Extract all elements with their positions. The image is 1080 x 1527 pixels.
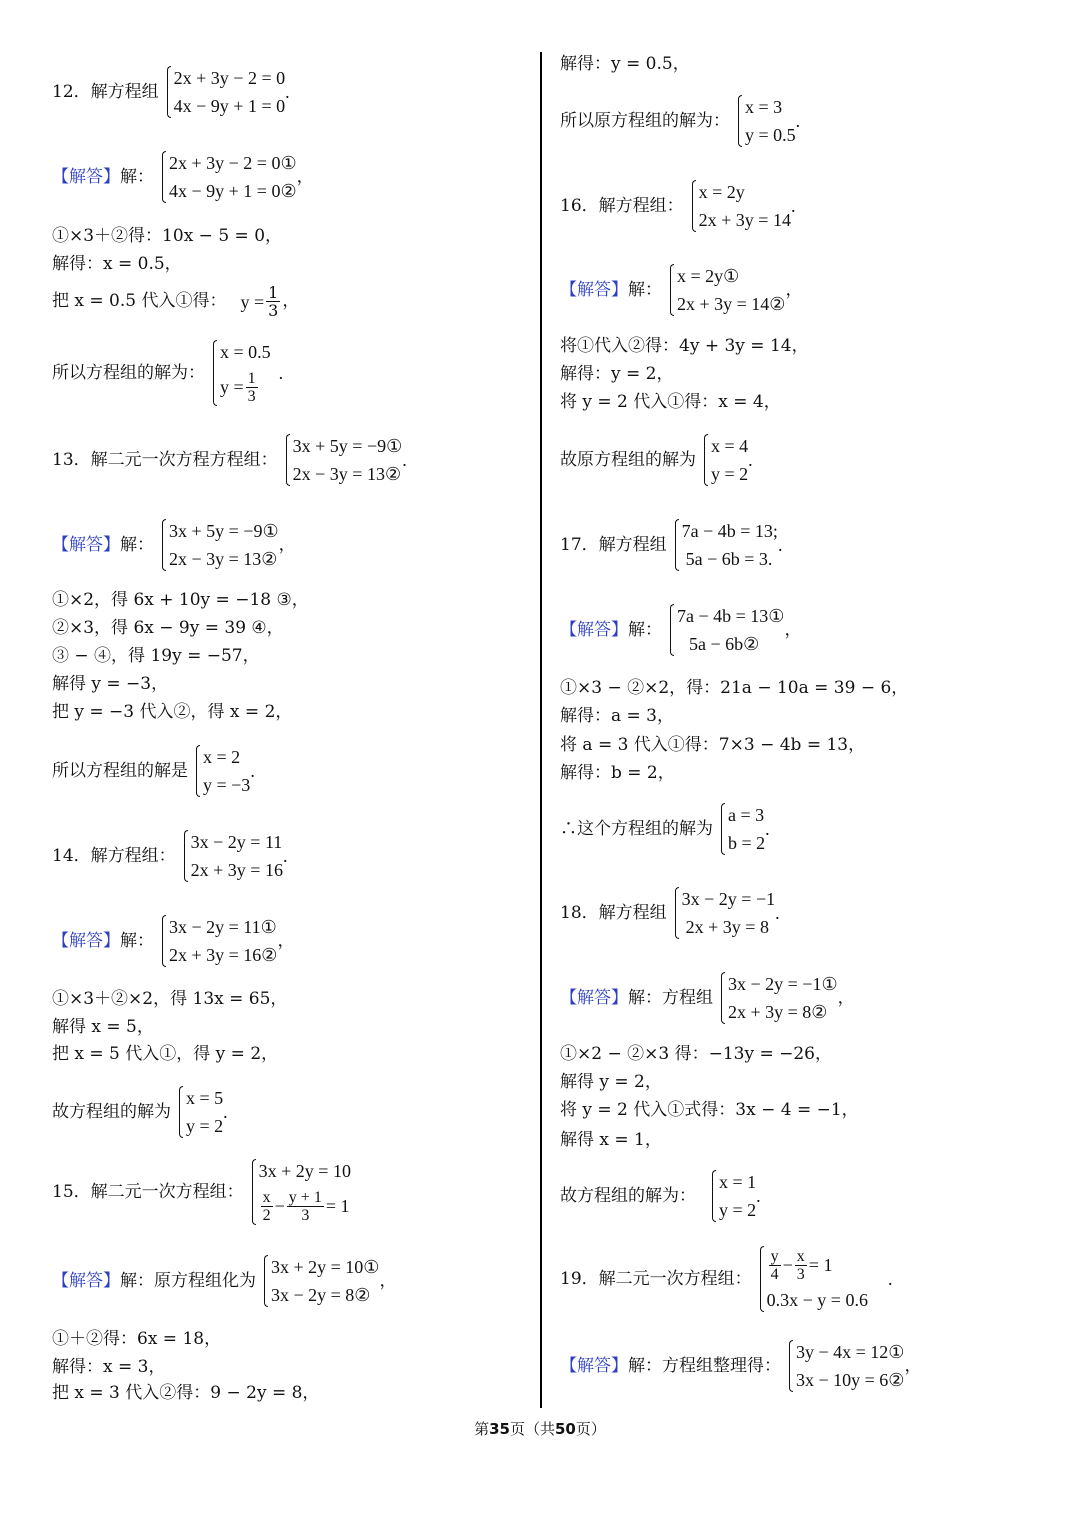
equation: 2x + 3y = 16② <box>169 945 278 965</box>
punct: . <box>748 450 753 470</box>
solution-result <box>560 432 753 488</box>
solution-step: 把 x = 5 代入①，得 y = 2， <box>52 1044 279 1064</box>
equation-system <box>180 828 283 884</box>
equation: 2x − 3y = 13② <box>292 464 402 484</box>
solution-result <box>52 743 255 799</box>
problem-label: 16．解方程组： <box>560 195 684 216</box>
punct: ， <box>282 291 300 311</box>
brace-icon <box>671 885 678 941</box>
solution-step: ①×3 − ②×2，得：21a − 10a = 39 − 6， <box>560 678 909 698</box>
solution-step: 解得 x = 5， <box>52 1017 154 1037</box>
problem-13 <box>52 432 407 488</box>
brace-icon <box>282 432 289 488</box>
result-label: 故方程组的解为： <box>560 1185 696 1206</box>
equation-system <box>708 1168 756 1224</box>
equation: x = 3 <box>745 97 783 117</box>
solution-step: 解得 y = 2， <box>560 1072 662 1092</box>
fraction: $\frac{y}{4}$ <box>770 1247 779 1283</box>
fraction: $\frac{x}{2}$ <box>262 1188 271 1224</box>
solution-step: 解得：a = 3， <box>560 706 675 726</box>
equation: 2x + 3y = 8 <box>685 917 769 937</box>
equation-system <box>688 178 791 234</box>
solution-step: 把 y = −3 代入②，得 x = 2， <box>52 702 293 722</box>
brace-icon <box>785 1338 792 1394</box>
solution-lead: 解：原方程组化为 <box>120 1270 256 1291</box>
equation: 2x + 3y = 14 <box>698 210 791 230</box>
step-text: 把 x = 0.5 代入①得： <box>52 291 227 311</box>
problem-label: 17．解方程组 <box>560 534 667 555</box>
solution-lead: 解： <box>628 619 662 640</box>
punct: . <box>887 1269 893 1289</box>
solution-lead: 解： <box>628 279 662 300</box>
solution-step: 解得：y = 0.5， <box>560 54 690 74</box>
page-number: 35 <box>489 1420 510 1438</box>
equation: 3x + 2y = 10 <box>258 1161 351 1181</box>
equation: b = 2 <box>728 833 766 853</box>
equation-system <box>785 1338 904 1394</box>
equation-system <box>192 743 250 799</box>
punct: ， <box>296 166 314 187</box>
equation: 0.3x − y = 0.6 <box>766 1290 868 1310</box>
solution-lead: 解： <box>120 166 154 187</box>
answer-tag: 【解答】 <box>52 1270 120 1291</box>
problem-label: 19．解二元一次方程组： <box>560 1268 752 1289</box>
problem-15 <box>52 1157 351 1227</box>
equation: x = 2y <box>698 182 745 202</box>
equation: 2x + 3y = 8② <box>728 1002 828 1022</box>
equation-system <box>717 801 765 857</box>
brace-icon <box>708 1168 715 1224</box>
brace-icon <box>209 338 216 408</box>
equation: 2x + 3y = 14② <box>677 294 786 314</box>
equation: y = −3 <box>203 775 251 795</box>
brace-icon <box>180 828 187 884</box>
punct: ， <box>785 279 803 300</box>
brace-icon <box>248 1157 255 1227</box>
answer-tag: 【解答】 <box>52 534 120 555</box>
solution-step: 解得：x = 3， <box>52 1357 166 1377</box>
brace-icon <box>717 801 724 857</box>
answer-tag: 【解答】 <box>560 619 628 640</box>
brace-icon <box>192 743 199 799</box>
result-label: 故方程组的解为 <box>52 1101 171 1122</box>
equation: $\frac{x}{2}$ − $\frac{y + 1}{3}$ = 1 <box>262 1188 350 1224</box>
problem-12 <box>52 64 290 120</box>
equation: x = 5 <box>186 1088 224 1108</box>
problem-label: 18．解方程组 <box>560 902 667 923</box>
equation: 5a − 6b② <box>689 634 760 654</box>
fraction: $\frac{1}{3}$ <box>247 369 256 405</box>
problem-18 <box>560 885 780 941</box>
punct: . <box>775 903 780 923</box>
equation-system <box>666 602 784 658</box>
solution-step: ①×3＋②得：10x − 5 = 0， <box>52 226 283 246</box>
equation: 3x − 2y = −1 <box>681 889 776 909</box>
punct: ， <box>837 987 855 1008</box>
equation-system <box>756 1244 868 1314</box>
punct: . <box>756 1186 761 1206</box>
equation: x = 2 <box>203 747 241 767</box>
solution-step: ①＋②得：6x = 18， <box>52 1329 222 1349</box>
solution-result <box>560 801 770 857</box>
equation: x = 0.5 <box>220 342 271 362</box>
solution-step: 将①代入②得：4y + 3y = 14， <box>560 336 809 356</box>
brace-icon <box>158 149 165 205</box>
equation: 3x − 10y = 6② <box>796 1370 905 1390</box>
equation: y = 0.5 <box>745 125 796 145</box>
solution-14 <box>52 913 294 969</box>
answer-tag: 【解答】 <box>52 166 120 187</box>
problem-14 <box>52 828 287 884</box>
punct: . <box>777 535 783 555</box>
equation: 2x + 3y = 16 <box>190 860 283 880</box>
solution-lead: 解： <box>120 534 154 555</box>
equation: y = 2 <box>186 1116 224 1136</box>
brace-icon <box>666 262 673 318</box>
problem-label: 15．解二元一次方程组： <box>52 1181 244 1202</box>
equation: 2x − 3y = 13② <box>169 549 278 569</box>
brace-icon <box>671 517 678 573</box>
page-footer: 第35页（共50页） <box>474 1420 606 1438</box>
step-math: y = <box>240 291 265 312</box>
solution-16 <box>560 262 802 318</box>
solution-step: 将 y = 2 代入①得：x = 4， <box>560 392 781 412</box>
equation: 3x + 5y = −9① <box>169 521 279 541</box>
equation: 2x + 3y − 2 = 0① <box>169 153 297 173</box>
equation: 5a − 6b = 3. <box>685 549 773 569</box>
equation: 3x − 2y = 11① <box>169 917 277 937</box>
punct: . <box>278 363 284 383</box>
fraction: $\frac{y + 1}{3}$ <box>288 1188 322 1224</box>
solution-result <box>52 338 283 408</box>
equation: x = 4 <box>711 436 749 456</box>
punct: . <box>250 761 255 781</box>
result-label: ∴这个方程组的解为 <box>560 818 713 839</box>
brace-icon <box>175 1084 182 1140</box>
solution-step: 把 x = 3 代入②得：9 − 2y = 8， <box>52 1383 320 1403</box>
equation-system <box>671 517 778 573</box>
solution-15 <box>52 1253 396 1309</box>
equation: x = 2y① <box>677 266 740 286</box>
solution-lead: 解： <box>120 930 154 951</box>
punct: ， <box>277 930 295 951</box>
equation: a = 3 <box>728 805 765 825</box>
answer-tag: 【解答】 <box>52 930 120 951</box>
equation: 3y − 4x = 12① <box>796 1342 905 1362</box>
equation-system <box>158 517 279 573</box>
punct: ， <box>379 1270 397 1291</box>
solution-17 <box>560 602 801 658</box>
problem-16 <box>560 178 795 234</box>
problem-label: 14．解方程组： <box>52 845 176 866</box>
solution-result <box>560 1168 761 1224</box>
equation: y = $\frac{1}{3}$ <box>220 369 256 405</box>
solution-13 <box>52 517 296 573</box>
answer-tag: 【解答】 <box>560 279 628 300</box>
equation-system <box>700 432 748 488</box>
equation: $\frac{y}{4}$ − $\frac{x}{3}$ = 1 <box>770 1247 833 1283</box>
equation: 4x − 9y + 1 = 0② <box>169 181 297 201</box>
equation-system <box>175 1084 223 1140</box>
brace-icon <box>734 93 741 149</box>
equation-system <box>158 913 277 969</box>
equation-system <box>260 1253 379 1309</box>
brace-icon <box>717 970 724 1026</box>
solution-19 <box>560 1338 921 1394</box>
answer-tag: 【解答】 <box>560 987 628 1008</box>
punct: ， <box>784 619 802 640</box>
equation: 3x − 2y = 11 <box>190 832 283 852</box>
equation: y = 2 <box>711 464 749 484</box>
punct: ， <box>278 534 296 555</box>
solution-step: 解得：b = 2， <box>560 763 675 783</box>
solution-lead: 解：方程组 <box>628 987 713 1008</box>
equation-system <box>209 338 271 408</box>
punct: . <box>282 846 288 866</box>
equation: 3x + 2y = 10① <box>271 1257 380 1277</box>
solution-step: ①×2，得 6x + 10y = −18 ③， <box>52 590 309 610</box>
solution-step <box>52 284 299 319</box>
punct: . <box>402 450 407 470</box>
equation-system <box>282 432 403 488</box>
punct: ， <box>904 1355 922 1376</box>
equation: 2x + 3y − 2 = 0 <box>173 68 286 88</box>
equation-system <box>158 149 297 205</box>
punct: . <box>285 82 290 102</box>
problem-label: 12．解方程组 <box>52 81 159 102</box>
punct: . <box>765 819 770 839</box>
problem-label: 13．解二元一次方程方程组： <box>52 449 278 470</box>
equation: 3x − 2y = 8② <box>271 1285 371 1305</box>
solution-18 <box>560 970 855 1026</box>
problem-19 <box>560 1244 892 1314</box>
solution-step: 将 y = 2 代入①式得：3x − 4 = −1， <box>560 1100 859 1120</box>
brace-icon <box>163 64 170 120</box>
punct: . <box>795 111 801 131</box>
problem-17 <box>560 517 782 573</box>
punct: . <box>790 196 796 216</box>
solution-result <box>52 1084 228 1140</box>
brace-icon <box>688 178 695 234</box>
solution-result <box>560 93 800 149</box>
brace-icon <box>666 602 673 658</box>
solution-step: ①×2 − ②×3 得：−13y = −26， <box>560 1044 832 1064</box>
solution-step: 解得：y = 2， <box>560 364 674 384</box>
equation-system <box>717 970 838 1026</box>
solution-step: ②×3，得 6x − 9y = 39 ④， <box>52 618 284 638</box>
fraction: $\frac{x}{3}$ <box>796 1247 805 1283</box>
fraction: $\frac{1}{3}$ <box>268 283 279 320</box>
brace-icon <box>260 1253 267 1309</box>
equation: 3x − 2y = −1① <box>728 974 838 994</box>
solution-step: 解得：x = 0.5， <box>52 254 182 274</box>
equation-system <box>248 1157 351 1227</box>
column-divider <box>540 52 542 1408</box>
result-label: 所以方程组的解是 <box>52 760 188 781</box>
equation-system <box>163 64 285 120</box>
answer-tag: 【解答】 <box>560 1355 628 1376</box>
solution-step: 解得 x = 1， <box>560 1130 662 1150</box>
equation: 3x + 5y = −9① <box>292 436 403 456</box>
equation: 7a − 4b = 13; <box>681 521 778 541</box>
solution-step: 解得 y = −3， <box>52 674 169 694</box>
punct: . <box>223 1102 228 1122</box>
equation: 7a − 4b = 13① <box>677 606 785 626</box>
equation-system <box>671 885 775 941</box>
result-label: 故原方程组的解为 <box>560 449 696 470</box>
brace-icon <box>158 517 165 573</box>
page-total: 50 <box>555 1420 576 1438</box>
brace-icon <box>756 1244 763 1314</box>
brace-icon <box>700 432 707 488</box>
solution-lead: 解：方程组整理得： <box>628 1355 781 1376</box>
solution-12 <box>52 149 314 205</box>
equation: y = 2 <box>719 1200 757 1220</box>
result-label: 所以原方程组的解为： <box>560 110 730 131</box>
solution-step: ①×3＋②×2，得 13x = 65， <box>52 989 288 1009</box>
result-label: 所以方程组的解为： <box>52 362 205 383</box>
brace-icon <box>158 913 165 969</box>
equation: x = 1 <box>719 1172 757 1192</box>
equation-system <box>666 262 785 318</box>
solution-step: 将 a = 3 代入①得：7×3 − 4b = 13， <box>560 735 866 755</box>
equation: 4x − 9y + 1 = 0 <box>173 96 286 116</box>
equation-system <box>734 93 796 149</box>
solution-step: ③ − ④，得 19y = −57， <box>52 646 260 666</box>
